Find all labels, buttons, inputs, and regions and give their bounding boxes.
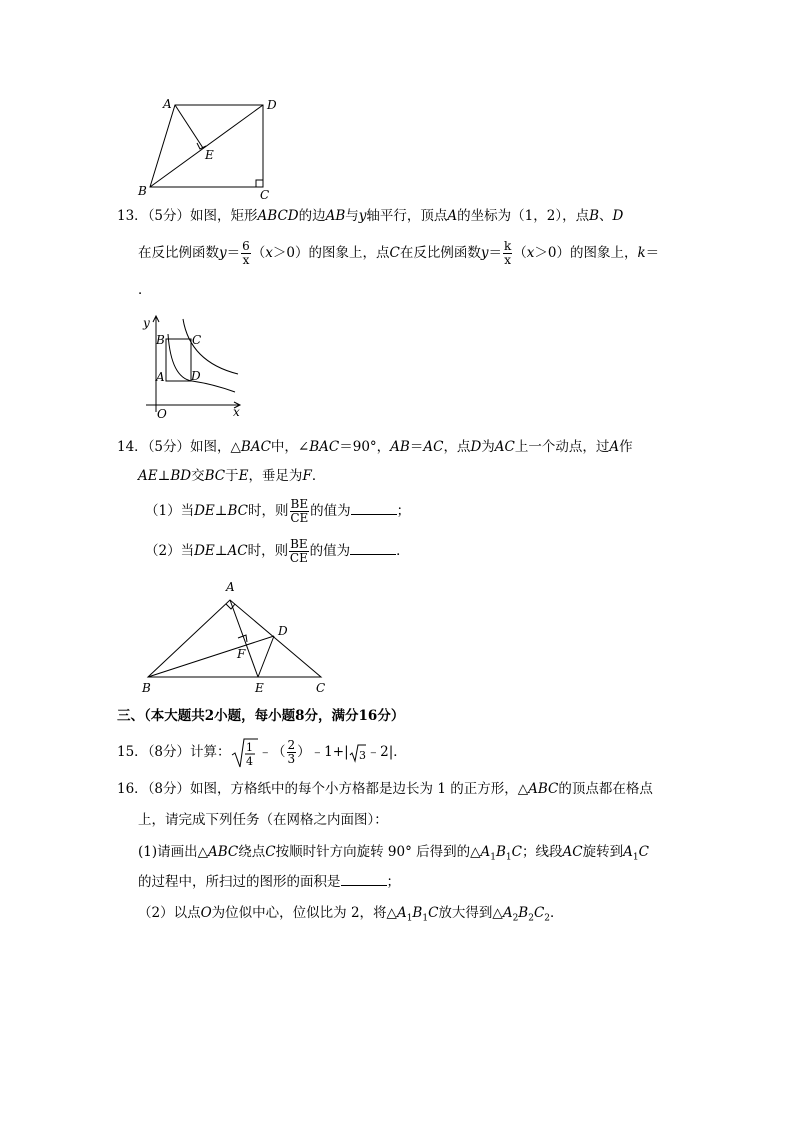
segment-de [258, 636, 274, 677]
figure-q12 [130, 95, 290, 203]
label-y: y [143, 316, 150, 330]
label-a: A [156, 370, 165, 384]
label-d: D [191, 369, 201, 383]
label-x: x [233, 405, 240, 419]
curve-6-over-x [168, 334, 235, 392]
svg-text:4: 4 [245, 755, 253, 768]
q14-line2: AE⊥BD交BC于E，垂足为F． [138, 468, 326, 484]
right-angle-f [238, 635, 247, 642]
fraction-2-over-3: $\frac{2}{3}$ [287, 738, 296, 766]
label-d: D [278, 624, 288, 638]
fraction-be-over-ce-2: $\frac{BE}{CE}$ [289, 537, 308, 565]
q16-sub1-line1: (1)请画出△ABC绕点C按顺时针方向旋转 90° 后得到的$\triangle A_1B_1C$；线段AC旋转到$A_1C$ [138, 844, 649, 863]
diagonal-bd [150, 105, 263, 187]
label-a: A [163, 97, 172, 111]
q13-line1: 13．（5分）如图，矩形ABCD的边AB与y轴平行，顶点A的坐标为（1，2），点B、D [117, 208, 624, 224]
label-a: A [226, 580, 235, 594]
q14-line1: 14．（5分）如图，△BAC中，∠BAC＝90°，AB＝AC，点D为AC上一个动点，过A作 [117, 439, 633, 455]
section-3-title: 三、（本大题共2小题，每小题8分，满分16分） [117, 708, 405, 724]
svg-text:1: 1 [245, 741, 253, 754]
q16-sub1-line2: 的过程中，所扫过的图形的面积是 ； [138, 874, 400, 890]
label-b: B [142, 681, 151, 695]
label-b: B [156, 333, 165, 347]
right-angle-a [226, 604, 235, 609]
label-c: C [316, 681, 326, 695]
label-b: B [138, 184, 147, 198]
label-e: E [205, 148, 214, 162]
label-f: F [237, 647, 246, 661]
figure-q13 [138, 312, 248, 422]
fraction-6-over-x: $\frac{6}{x}$ [242, 239, 250, 267]
q14-sub1: （1）当DE⊥BC时，则 $\frac{BE}{CE}$ 的值为 ； [145, 497, 411, 525]
q16-sub2: （2）以点O为位似中心，位似比为 2，将$\triangle A_1B_1C$放大得到$\triangle A_2B_2C_2$． [138, 905, 564, 924]
q14-sub2: （2）当DE⊥AC时，则 $\frac{BE}{CE}$ 的值为 ． [145, 537, 410, 565]
fraction-k-over-x: $\frac{k}{x}$ [503, 239, 512, 267]
rectangle-abcd [166, 339, 191, 381]
label-d: D [267, 98, 277, 112]
q16-line2: 上，请完成下列任务（在网格之内面图）： [138, 812, 388, 828]
fraction-be-over-ce: $\frac{BE}{CE}$ [290, 497, 309, 525]
svg-text:3: 3 [358, 749, 366, 762]
figure-q14 [138, 578, 338, 698]
answer-blank-2[interactable] [350, 542, 396, 555]
sqrt-three [349, 735, 367, 771]
sqrt-one-quarter [231, 735, 259, 771]
q13-line2: 在反比例函数y＝ $\frac{6}{x}$ （x＞0）的图象上，点C在反比例函数y＝ $\frac{k}{x}$ （x＞0）的图象上，k＝ [138, 239, 660, 267]
q15: 15．（8分）计算： 1 4 ﹣（ $\frac{2}{3}$ ）﹣1+| 3 ﹣2|． [117, 734, 407, 771]
label-o: O [157, 407, 167, 421]
segment-bd [148, 636, 274, 677]
label-c: C [260, 188, 270, 202]
q16-line1: 16．（8分）如图，方格纸中的每个小方格都是边长为 1 的正方形，△ABC的顶点都在格点 [117, 781, 653, 797]
label-c: C [192, 333, 202, 347]
label-e: E [255, 681, 264, 695]
answer-blank-1[interactable] [351, 502, 397, 515]
segment-ae [175, 105, 203, 148]
right-angle-c [256, 180, 263, 187]
q13-line3: ． [138, 282, 152, 298]
answer-blank-3[interactable] [341, 873, 387, 886]
